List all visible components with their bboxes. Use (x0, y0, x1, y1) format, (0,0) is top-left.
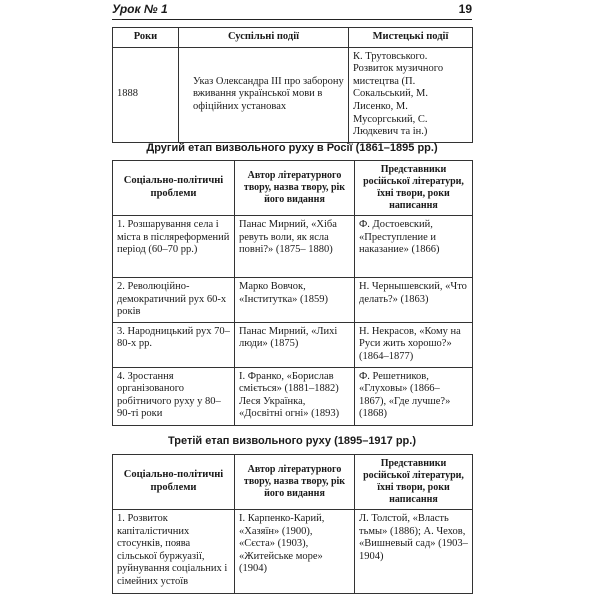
table-header-row (113, 455, 473, 510)
table-row (113, 510, 473, 594)
col-header-ukrainian-works: Автор літературного твору, назва твору, рік його видання (235, 455, 355, 510)
col-header-years: Роки (113, 28, 179, 48)
col-header-social-events: Суспільні події (179, 28, 349, 48)
table-row (113, 216, 473, 278)
events-table (112, 27, 473, 143)
russian-work-cell: Ф. Решетников, «Глуховы» (1866– 1867), «Где лучше?» (1868) (355, 367, 473, 425)
ukrainian-work-cell: І. Карпенко-Карий, «Хазяїн» (1900), «Сєста» (1903), «Житейське море» (1904) (235, 510, 355, 594)
ukrainian-work-cell: Панас Мирний, «Хіба ревуть воли, як ясла повні?» (1875– 1880) (235, 216, 355, 278)
table-row (113, 322, 473, 367)
ukrainian-work-cell: Панас Мирний, «Лихі люди» (1875) (235, 322, 355, 367)
col-header-art-events: Мистецькі події (349, 28, 473, 48)
section2-title: Другий етап визвольного руху в Росії (1861–1895 рр.) (146, 142, 438, 154)
russian-work-cell: Л. Толстой, «Власть тьмы» (1886); А. Чехов, «Вишневый сад» (1903–1904) (355, 510, 473, 594)
table-header-row (113, 28, 473, 48)
russian-work-cell: Н. Чернышевский, «Что делать?» (1863) (355, 278, 473, 323)
table-header-row (113, 161, 473, 216)
section3-title: Третій етап визвольного руху (1895–1917 рр.) (168, 435, 416, 447)
third-stage-table (112, 454, 473, 594)
second-stage-table (112, 160, 473, 426)
russian-work-cell: Н. Некрасов, «Кому на Руси жить хорошо?» (1864–1877) (355, 322, 473, 367)
russian-work-cell: Ф. Достоевский, «Преступление и наказание» (1866) (355, 216, 473, 278)
art-event-cell: К. Трутовського. Розвиток музичного мистецтва (П. Сокальський, М. Лисенко, М. Мусоргський, С. Людкевич та ін.) (349, 47, 473, 142)
problem-cell: 1. Розвиток капіталістичних стосунків, поява сільської буржуазії, руйнування соціальних і сімейних устоїв (113, 510, 235, 594)
page-header (112, 0, 472, 20)
page-number: 19 (458, 2, 472, 16)
problem-cell: 2. Революційно-демократичний рух 60-х років (113, 278, 235, 323)
problem-cell: 1. Розшарування села і міста в післяреформений період (60–70 рр.) (113, 216, 235, 278)
col-header-problems: Соціально-політичні проблеми (113, 455, 235, 510)
table-row (113, 367, 473, 425)
col-header-russian-works: Представники російської літератури, їхні твори, роки написання (355, 161, 473, 216)
lesson-label: Урок № 1 (112, 2, 168, 16)
social-event-cell: Указ Олександра ІІІ про заборону вживання української мови в офіційних установах (179, 47, 349, 142)
col-header-problems: Соціально-політичні проблеми (113, 161, 235, 216)
table-row (113, 278, 473, 323)
year-cell: 1888 (113, 47, 179, 142)
table-row (113, 47, 473, 142)
problem-cell: 4. Зростання організованого робітничого руху у 80–90-ті роки (113, 367, 235, 425)
ukrainian-work-cell: І. Франко, «Борислав сміється» (1881–1882) Леся Українка, «Досвітні огні» (1893) (235, 367, 355, 425)
col-header-ukrainian-works: Автор літературного твору, назва твору, рік його видання (235, 161, 355, 216)
col-header-russian-works: Представники російської літератури, їхні твори, роки написання (355, 455, 473, 510)
problem-cell: 3. Народницький рух 70–80-х рр. (113, 322, 235, 367)
ukrainian-work-cell: Марко Вовчок, «Інститутка» (1859) (235, 278, 355, 323)
